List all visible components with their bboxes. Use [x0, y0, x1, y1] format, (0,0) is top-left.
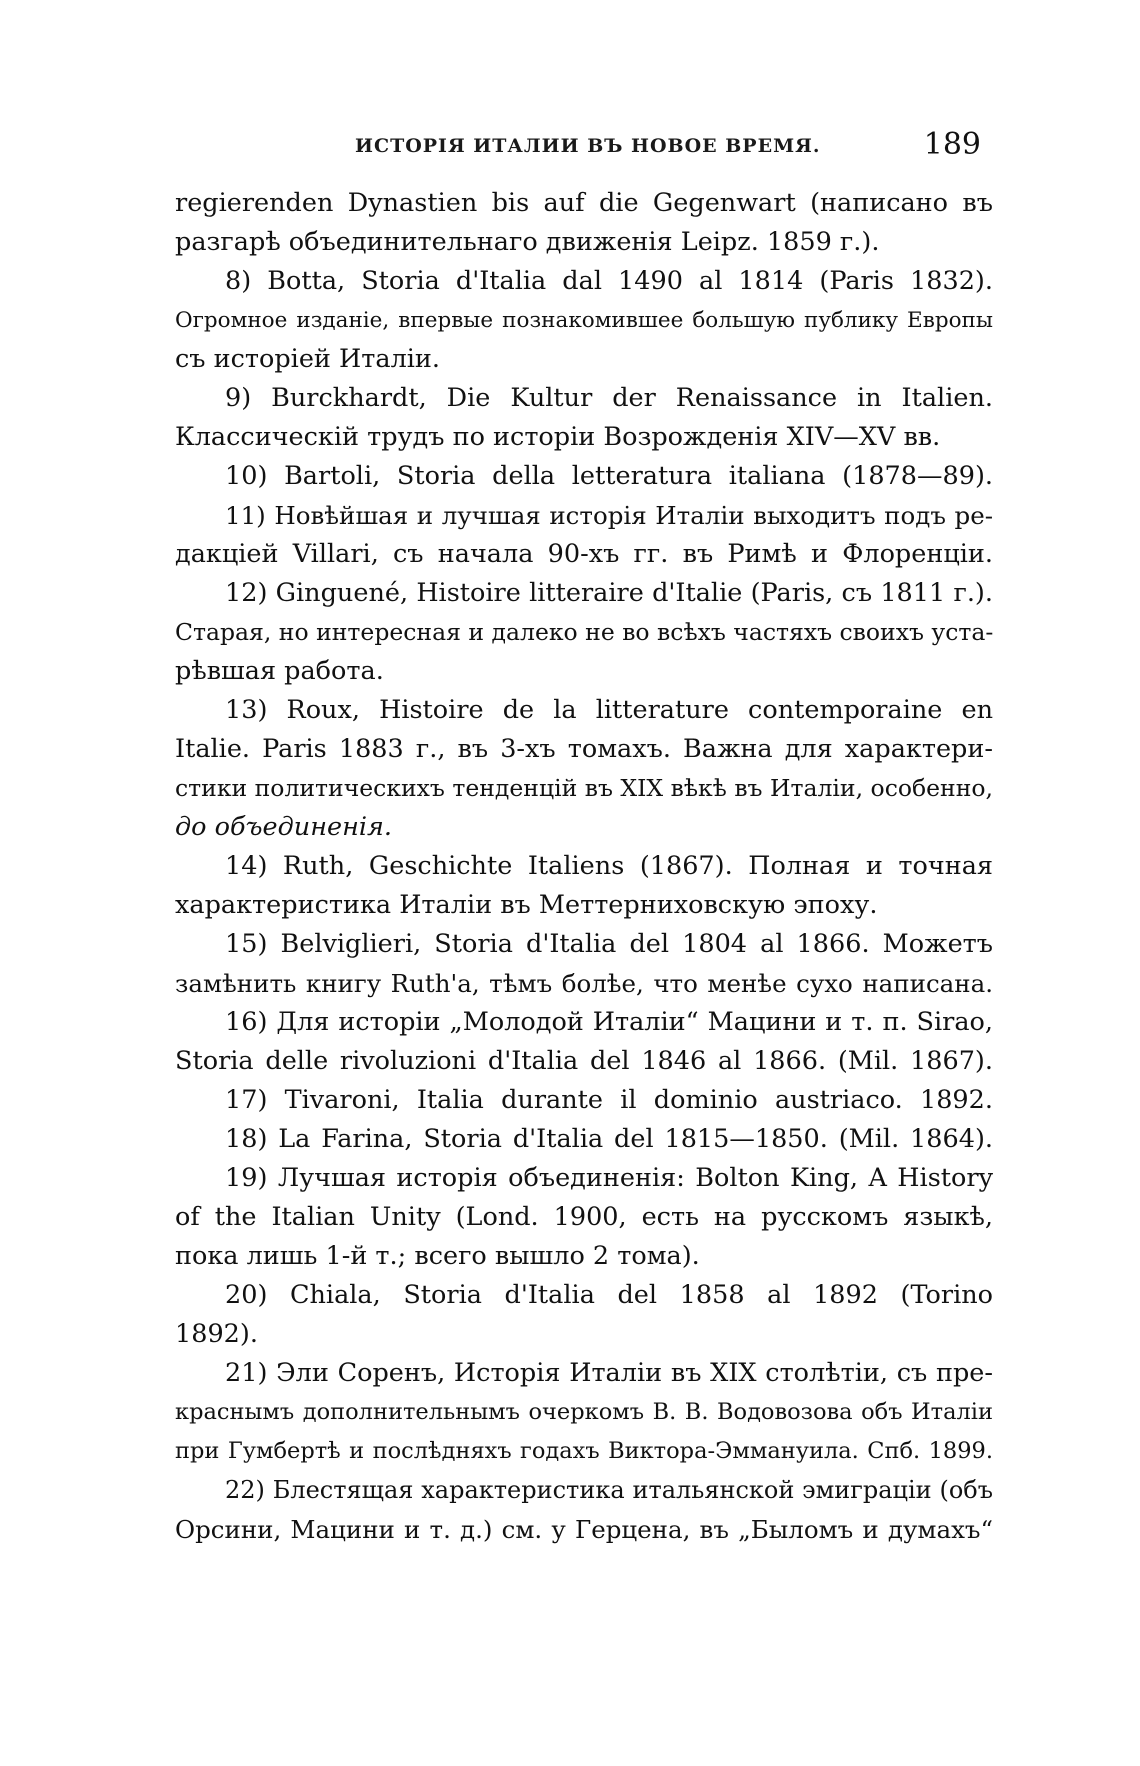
text-line: дакціей Villari, съ начала 90-хъ гг. въ Римѣ и Флоренціи.: [175, 539, 993, 569]
text-line: Классическій трудъ по исторіи Возрожденія XIV—XV вв.: [175, 422, 941, 452]
text-line: 19) Лучшая исторія объединенія: Bolton King, A History: [225, 1163, 993, 1193]
text-line: 21) Эли Соренъ, Исторія Италіи въ XIX столѣтіи, съ пре-: [225, 1358, 993, 1388]
text-line: краснымъ дополнительнымъ очеркомъ В. В. Водовозова объ Италіи: [175, 1399, 993, 1425]
text-line: 15) Belviglieri, Storia d'Italia del 1804 al 1866. Можетъ: [225, 929, 993, 959]
text-line: 16) Для исторіи „Молодой Италіи“ Мацини и т. п. Sirao,: [225, 1007, 993, 1037]
text-line: до объединенія.: [175, 812, 393, 842]
text-line: съ исторіей Италіи.: [175, 344, 441, 374]
text-line: замѣнить книгу Ruth'а, тѣмъ болѣе, что менѣе сухо написана.: [175, 969, 993, 998]
text-line: 11) Новѣйшая и лучшая исторія Италіи выходитъ подъ ре-: [225, 501, 993, 530]
text-line: разгарѣ объединительнаго движенія Leipz. 1859 г.).: [175, 227, 880, 257]
text-line: Огромное изданіе, впервые познакомившее большую публику Европы: [175, 308, 993, 333]
page-number: 189: [923, 127, 981, 162]
running-title: ИСТОРІЯ ИТАЛИИ ВЪ НОВОЕ ВРЕМЯ.: [355, 135, 821, 157]
text-line: пока лишь 1-й т.; всего вышло 2 тома).: [175, 1241, 700, 1271]
text-line: Орсини, Мацини и т. д.) см. у Герцена, въ „Быломъ и думахъ“: [175, 1515, 993, 1544]
text-line: рѣвшая работа.: [175, 656, 384, 686]
text-line: regierenden Dynastien bis auf die Gegenwart (написано въ: [175, 188, 993, 218]
text-line: 17) Tivaroni, Italia durante il dominio austriaco. 1892.: [225, 1085, 993, 1115]
text-line: 18) La Farina, Storia d'Italia del 1815—1850. (Mil. 1864).: [225, 1124, 993, 1154]
text-line: Старая, но интересная и далеко не во всѣхъ частяхъ своихъ уста-: [175, 618, 993, 646]
text-line: характеристика Италіи въ Меттерниховскую эпоху.: [175, 890, 878, 920]
text-line: 9) Burckhardt, Die Kultur der Renaissance in Italien.: [225, 383, 993, 413]
text-line: 14) Ruth, Geschichte Italiens (1867). Полная и точная: [225, 851, 993, 881]
text-line: 20) Chiala, Storia d'Italia del 1858 al 1892 (Torino: [225, 1280, 993, 1310]
text-line: 13) Roux, Histoire de la litterature contemporaine en: [225, 695, 993, 725]
text-line: 22) Блестящая характеристика итальянской эмиграціи (объ: [225, 1476, 993, 1504]
text-line: Storia delle rivoluzioni d'Italia del 1846 al 1866. (Mil. 1867).: [175, 1046, 993, 1076]
bibliography-text: [175, 184, 993, 1549]
page-header: [175, 115, 993, 175]
text-line: 8) Botta, Storia d'Italia dal 1490 al 1814 (Paris 1832).: [225, 266, 993, 296]
text-line: of the Italian Unity (Lond. 1900, есть на русскомъ языкѣ,: [175, 1202, 993, 1232]
text-line: при Гумбертѣ и послѣдняхъ годахъ Виктора-Эммануила. Спб. 1899.: [175, 1438, 993, 1464]
text-line: Italie. Paris 1883 г., въ 3-хъ томахъ. Важна для характери-: [175, 734, 993, 764]
text-line: 12) Ginguené, Histoire litteraire d'Italie (Paris, съ 1811 г.).: [225, 578, 993, 608]
text-line: 1892).: [175, 1319, 258, 1349]
text-line: стики политическихъ тенденцій въ XIX вѣкѣ въ Италіи, особенно,: [175, 774, 993, 802]
text-line: 10) Bartoli, Storia della letteratura italiana (1878—89).: [225, 461, 993, 491]
